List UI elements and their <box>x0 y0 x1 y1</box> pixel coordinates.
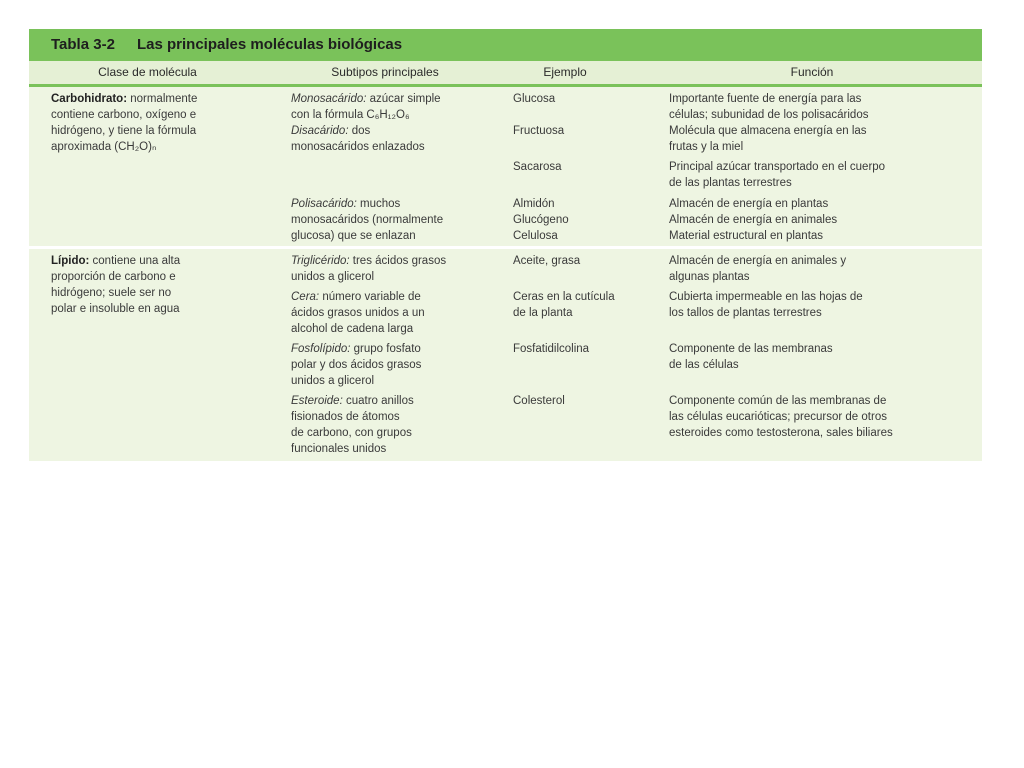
function-sacarosa-line1: Principal azúcar transportado en el cuerpo <box>669 161 886 173</box>
esteroide-line1 <box>291 393 414 410</box>
example-almidon: Almidón <box>513 198 555 210</box>
carbohidrato-class-desc: normalmente <box>127 93 198 105</box>
example-ceras-line2: de la planta <box>513 307 573 319</box>
function-colesterol-line3: esteroides como testosterona, sales biliares <box>669 427 893 439</box>
monosacarido-line2: con la fórmula C₆H₁₂O₆ <box>291 109 410 121</box>
polisacarido-label: Polisacárido: <box>291 198 357 210</box>
example-celulosa: Celulosa <box>513 230 558 242</box>
esteroide-label: Esteroide: <box>291 395 343 407</box>
disacarido-label: Disacárido: <box>291 125 349 137</box>
example-sacarosa: Sacarosa <box>513 161 562 173</box>
esteroide-line4: funcionales unidos <box>291 443 387 455</box>
cera-desc: número variable de <box>319 291 421 303</box>
lipido-class-line2: proporción de carbono e <box>51 271 176 283</box>
header-ejemplo: Ejemplo <box>543 65 587 79</box>
esteroide-line3: de carbono, con grupos <box>291 427 412 439</box>
example-glucogeno: Glucógeno <box>513 214 569 226</box>
cera-line1 <box>291 289 421 306</box>
example-aceite: Aceite, grasa <box>513 255 581 267</box>
polisacarido-line3: glucosa) que se enlazan <box>291 230 416 242</box>
trigliceridos-label: Triglicérido: <box>291 255 350 267</box>
function-celulosa: Material estructural en plantas <box>669 230 824 242</box>
header-clase: Clase de molécula <box>98 65 197 79</box>
function-fosfatidil-line2: de las células <box>669 359 739 371</box>
function-almidon: Almacén de energía en plantas <box>669 198 829 210</box>
function-colesterol-line2: las células eucarióticas; precursor de otros <box>669 411 887 423</box>
example-glucosa: Glucosa <box>513 93 556 105</box>
function-sacarosa-line2: de las plantas terrestres <box>669 177 792 189</box>
fosfolipido-line3: unidos a glicerol <box>291 375 375 387</box>
esteroide-desc: cuatro anillos <box>342 395 414 407</box>
fosfolipido-line1 <box>291 341 421 358</box>
carbohidrato-class-name: Carbohidrato: <box>51 93 128 105</box>
trigliceridos-line2: unidos a glicerol <box>291 271 375 283</box>
example-fructosa: Fructuosa <box>513 125 565 137</box>
example-colesterol: Colesterol <box>513 395 565 407</box>
header-subtipos: Subtipos principales <box>331 65 439 79</box>
table-title-bar <box>29 29 982 61</box>
table-number: Tabla 3-2 <box>51 36 115 53</box>
carbohidrato-class-line4: aproximada (CH₂O)ₙ <box>51 141 157 153</box>
lipido-class-name: Lípido: <box>51 255 90 267</box>
disacarido-desc: dos <box>348 125 371 137</box>
function-glucogeno: Almacén de energía en animales <box>669 214 838 226</box>
trigliceridos-desc: tres ácidos grasos <box>349 255 447 267</box>
lipido-class-line3: hidrógeno; suele ser no <box>51 287 172 299</box>
esteroide-line2: fisionados de átomos <box>291 411 400 423</box>
function-aceite-line2: algunas plantas <box>669 271 750 283</box>
table-title: Las principales moléculas biológicas <box>137 36 403 53</box>
fosfolipido-line2: polar y dos ácidos grasos <box>291 359 422 371</box>
header-funcion: Función <box>790 65 834 79</box>
monosacarido-label: Monosacárido: <box>291 93 367 105</box>
function-glucosa-line2: células; subunidad de los polisacáridos <box>669 109 869 121</box>
carbohidrato-class-line2: contiene carbono, oxígeno e <box>51 109 197 121</box>
molecules-table <box>29 29 982 461</box>
polisacarido-desc: muchos <box>356 198 401 210</box>
function-colesterol-line1: Componente común de las membranas de <box>669 395 887 407</box>
function-ceras-line1: Cubierta impermeable en las hojas de <box>669 291 863 303</box>
example-ceras-line1: Ceras en la cutícula <box>513 291 615 303</box>
monosacarido-line1 <box>291 91 441 108</box>
carbohidrato-class-line3: hidrógeno, y tiene la fórmula <box>51 125 197 137</box>
trigliceridos-line1 <box>291 253 446 270</box>
function-ceras-line2: los tallos de plantas terrestres <box>669 307 822 319</box>
cera-label: Cera: <box>291 291 320 303</box>
disacarido-line1 <box>291 123 370 140</box>
lipido-class-line4: polar e insoluble en agua <box>51 303 180 315</box>
function-aceite-line1: Almacén de energía en animales y <box>669 255 847 267</box>
function-fosfatidil-line1: Componente de las membranas <box>669 343 833 355</box>
cera-line2: ácidos grasos unidos a un <box>291 307 425 319</box>
disacarido-line2: monosacáridos enlazados <box>291 141 425 153</box>
cera-line3: alcohol de cadena larga <box>291 323 414 335</box>
carbohidrato-class-line1 <box>51 91 197 108</box>
function-fructosa-line1: Molécula que almacena energía en las <box>669 125 867 137</box>
polisacarido-line1 <box>291 196 400 213</box>
polisacarido-line2: monosacáridos (normalmente <box>291 214 444 226</box>
example-fosfatidilcolina: Fosfatidilcolina <box>513 343 590 355</box>
lipido-class-desc: contiene una alta <box>89 255 181 267</box>
fosfolipido-label: Fosfolípido: <box>291 343 351 355</box>
row-divider <box>29 246 982 249</box>
function-fructosa-line2: frutas y la miel <box>669 141 744 153</box>
monosacarido-desc: azúcar simple <box>366 93 441 105</box>
lipido-class-line1 <box>51 253 180 270</box>
table-header-row <box>29 61 982 87</box>
fosfolipido-desc: grupo fosfato <box>350 343 421 355</box>
function-glucosa-line1: Importante fuente de energía para las <box>669 93 862 105</box>
